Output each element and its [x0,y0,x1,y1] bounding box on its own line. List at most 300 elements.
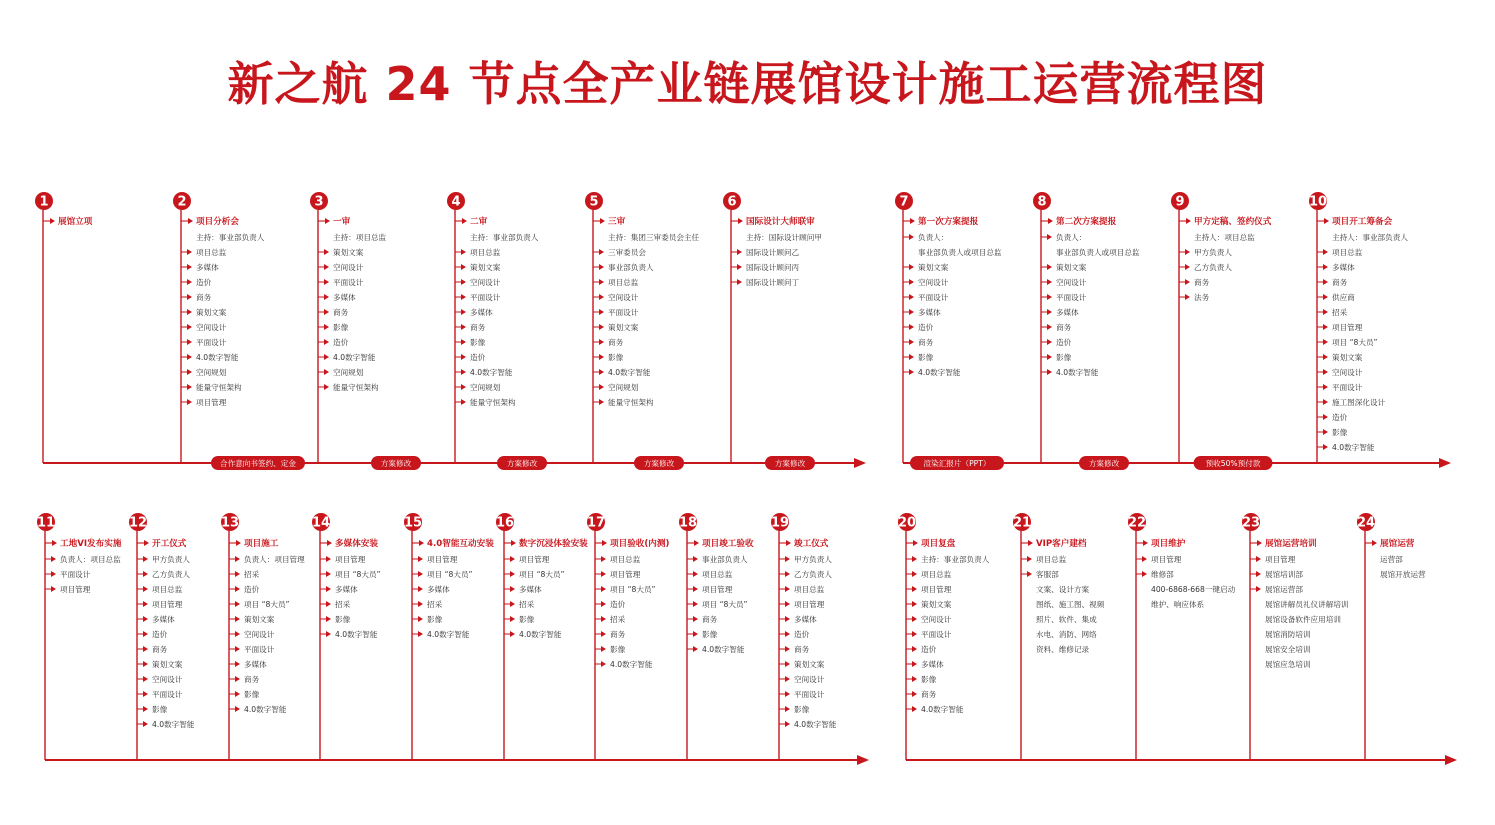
item-arrow-icon [909,279,914,285]
timeline-arrow-icon [857,755,869,765]
step-item: 展馆开放运营 [1380,570,1426,579]
item-arrow-icon [601,571,606,577]
step-6 [723,192,822,463]
step-14 [312,513,381,760]
item-arrow-icon [912,631,917,637]
item-arrow-icon [785,691,790,697]
step-item: 项目 “8大员” [1332,338,1378,347]
item-arrow-icon [1323,354,1328,360]
step-item: 项目管理 [921,585,952,594]
item-arrow-icon [235,556,240,562]
step-item: 空间规划 [196,368,227,377]
item-arrow-icon [324,384,329,390]
item-arrow-icon [599,339,604,345]
step-item: 多媒体 [470,308,493,317]
item-arrow-icon [1185,279,1190,285]
step-item: 展馆设备软件应用培训 [1265,615,1341,624]
title-arrow-icon [910,218,915,224]
step-title: 项目验收(内测) [610,539,670,549]
item-arrow-icon [1323,339,1328,345]
step-item: 空间设计 [918,278,949,287]
item-arrow-icon [143,586,148,592]
item-arrow-icon [1323,279,1328,285]
item-arrow-icon [1047,339,1052,345]
step-item: 4.0数字智能 [244,705,287,714]
item-arrow-icon [601,646,606,652]
step-item: 造价 [794,630,810,639]
step-item: 4.0数字智能 [152,720,195,729]
step-item: 能量守恒架构 [196,383,242,392]
step-item: 项目 “8大员” [702,600,748,609]
step-title: 项目施工 [244,539,279,549]
title-arrow-icon [1186,218,1191,224]
item-arrow-icon [909,309,914,315]
step-5 [585,192,700,463]
title-arrow-icon [50,218,55,224]
step-item: 影像 [335,615,351,624]
item-arrow-icon [418,556,423,562]
item-arrow-icon [143,616,148,622]
item-arrow-icon [785,646,790,652]
step-item: 项目管理 [794,600,825,609]
step-item: 主持：集团三审委员会主任 [608,233,700,242]
step-item: 影像 [610,645,626,654]
milestone-text: 方案修改 [774,459,806,468]
step-item: 4.0数字智能 [918,368,961,377]
step-item: 乙方负责人 [152,570,190,579]
item-arrow-icon [326,586,331,592]
step-item: 项目总监 [608,278,639,287]
step-number: 8 [1037,194,1047,210]
step-item: 空间设计 [608,293,639,302]
item-arrow-icon [461,309,466,315]
title-arrow-icon [327,540,332,546]
item-arrow-icon [324,369,329,375]
step-number: 21 [1012,515,1032,531]
step-item: 平面设计 [794,690,825,699]
step-item: 招采 [427,600,443,609]
item-arrow-icon [912,646,917,652]
step-item: 多媒体 [427,585,450,594]
step-item: 多媒体 [519,585,542,594]
item-arrow-icon [143,691,148,697]
step-item: 项目总监 [1332,248,1363,257]
step-title: 二审 [470,217,488,227]
step-item: 策划文案 [244,615,275,624]
item-arrow-icon [143,646,148,652]
item-arrow-icon [599,264,604,270]
item-arrow-icon [235,601,240,607]
item-arrow-icon [737,279,742,285]
item-arrow-icon [143,556,148,562]
step-item: 照片、软件、集成 [1036,615,1097,624]
item-arrow-icon [1047,369,1052,375]
item-arrow-icon [693,556,698,562]
item-arrow-icon [599,354,604,360]
step-title: 展馆运营 [1380,539,1415,549]
item-arrow-icon [51,556,56,562]
step-24 [1357,513,1426,760]
step-item: 商务 [610,630,626,639]
step-2 [173,192,265,463]
step-item: 主持人：事业部负责人 [1332,233,1408,242]
item-arrow-icon [235,616,240,622]
step-17 [587,513,670,760]
step-item: 维护、响应体系 [1151,600,1205,609]
step-item: 负责人：项目管理 [244,555,305,564]
step-number: 14 [311,515,331,531]
title-arrow-icon [786,540,791,546]
step-number: 16 [495,515,515,531]
step-item: 商务 [1056,323,1072,332]
step-item: 平面设计 [470,293,501,302]
step-item: 供应商 [1332,293,1355,302]
step-number: 4 [451,194,461,210]
step-item: 项目 “8大员” [519,570,565,579]
item-arrow-icon [601,661,606,667]
item-arrow-icon [187,324,192,330]
step-item: 负责人： [1056,233,1087,242]
step-item: 影像 [333,323,349,332]
title-arrow-icon [52,540,57,546]
step-1 [35,192,93,463]
item-arrow-icon [143,721,148,727]
step-item: 商务 [1194,278,1210,287]
item-arrow-icon [1047,264,1052,270]
item-arrow-icon [326,601,331,607]
step-item: 商务 [470,323,486,332]
item-arrow-icon [461,339,466,345]
item-arrow-icon [143,676,148,682]
item-arrow-icon [1047,279,1052,285]
step-item: 项目管理 [152,600,183,609]
step-item: 招采 [610,615,626,624]
step-title: 第二次方案提报 [1056,217,1117,227]
item-arrow-icon [1323,324,1328,330]
step-title: VIP客户建档 [1036,539,1087,549]
step-item: 国际设计顾问丁 [746,278,800,287]
title-arrow-icon [325,218,330,224]
step-number: 17 [586,515,606,531]
item-arrow-icon [143,706,148,712]
item-arrow-icon [51,586,56,592]
step-item: 造价 [470,353,486,362]
step-title: 项目复盘 [921,539,956,549]
step-item: 平面设计 [918,293,949,302]
milestone-label [371,456,421,470]
item-arrow-icon [187,294,192,300]
step-item: 甲方负责人 [794,555,832,564]
flow-row-2-segment-2 [898,513,1457,765]
item-arrow-icon [235,676,240,682]
step-number: 7 [899,194,909,210]
step-item: 空间设计 [333,263,364,272]
item-arrow-icon [418,571,423,577]
step-item: 乙方负责人 [1194,263,1232,272]
title-arrow-icon [188,218,193,224]
item-arrow-icon [785,631,790,637]
item-arrow-icon [418,616,423,622]
step-title: 三审 [608,217,626,227]
step-item: 影像 [608,353,624,362]
step-item: 商务 [244,675,260,684]
step-item: 影像 [794,705,810,714]
step-item: 造价 [152,630,168,639]
item-arrow-icon [599,369,604,375]
step-item: 造价 [1332,413,1348,422]
step-item: 平面设计 [1332,383,1363,392]
step-item: 策划文案 [921,600,952,609]
step-3 [310,192,387,463]
title-arrow-icon [144,540,149,546]
title-arrow-icon [602,540,607,546]
item-arrow-icon [510,616,515,622]
title-arrow-icon [419,540,424,546]
item-arrow-icon [599,249,604,255]
item-arrow-icon [601,556,606,562]
flow-row-1-segment-1 [35,192,866,470]
title-arrow-icon [1048,218,1053,224]
step-title: 开工仪式 [152,539,187,549]
step-title: 多媒体安装 [335,539,378,549]
step-title: 工地VI发布实施 [60,539,122,549]
item-arrow-icon [461,369,466,375]
step-item: 4.0数字智能 [610,660,653,669]
step-item: 影像 [918,353,934,362]
step-title: 项目维护 [1151,539,1186,549]
step-item: 商务 [1332,278,1348,287]
item-arrow-icon [235,706,240,712]
item-arrow-icon [1047,324,1052,330]
item-arrow-icon [235,646,240,652]
step-item: 国际设计顾问乙 [746,248,800,257]
step-item: 项目总监 [1036,555,1067,564]
step-item: 项目总监 [702,570,733,579]
step-item: 展馆消防培训 [1265,630,1311,639]
step-number: 3 [314,194,324,210]
step-item: 影像 [244,690,260,699]
item-arrow-icon [326,616,331,622]
step-item: 能量守恒架构 [333,383,379,392]
step-item: 项目管理 [427,555,458,564]
item-arrow-icon [1323,384,1328,390]
step-item: 商务 [921,690,937,699]
step-item: 维修部 [1151,570,1174,579]
step-item: 影像 [1332,428,1348,437]
step-item: 水电、消防、网络 [1036,630,1097,639]
item-arrow-icon [418,631,423,637]
flow-row-2-segment-1 [37,513,869,765]
step-item: 多媒体 [335,585,358,594]
step-item: 项目管理 [610,570,641,579]
step-item: 400-6868-668一键启动 [1151,585,1236,594]
item-arrow-icon [324,279,329,285]
milestone-text: 合作意向书签约、定金 [220,459,296,468]
step-8 [1033,192,1140,463]
step-item: 空间设计 [470,278,501,287]
item-arrow-icon [785,676,790,682]
item-arrow-icon [235,691,240,697]
step-number: 1 [39,194,49,210]
milestone-label [211,456,305,470]
step-item: 事业部负责人或项目总监 [1056,248,1140,257]
step-item: 项目管理 [1265,555,1296,564]
step-item: 项目总监 [610,555,641,564]
item-arrow-icon [1323,399,1328,405]
item-arrow-icon [1027,571,1032,577]
item-arrow-icon [693,646,698,652]
milestone-label [1194,456,1273,470]
step-item: 造价 [1056,338,1072,347]
step-item: 影像 [427,615,443,624]
step-number: 5 [589,194,599,210]
item-arrow-icon [324,249,329,255]
step-item: 影像 [921,675,937,684]
step-item: 4.0数字智能 [921,705,964,714]
milestone-label [1079,456,1129,470]
step-item: 事业部负责人 [702,555,748,564]
step-16 [496,513,588,760]
step-item: 空间设计 [921,615,952,624]
step-item: 策划文案 [794,660,825,669]
step-item: 造价 [918,323,934,332]
step-item: 商务 [196,293,212,302]
step-item: 商务 [702,615,718,624]
item-arrow-icon [1323,444,1328,450]
item-arrow-icon [912,691,917,697]
item-arrow-icon [909,324,914,330]
page-title: 新之航 24 节点全产业链展馆设计施工运营流程图 [227,57,1268,111]
step-item: 能量守恒架构 [470,398,516,407]
item-arrow-icon [235,631,240,637]
step-number: 20 [897,515,917,531]
step-item: 影像 [470,338,486,347]
item-arrow-icon [510,556,515,562]
step-item: 乙方负责人 [794,570,832,579]
milestone-label [634,456,684,470]
item-arrow-icon [418,586,423,592]
step-item: 多媒体 [333,293,356,302]
item-arrow-icon [601,601,606,607]
step-item: 文案、设计方案 [1036,585,1090,594]
step-number: 11 [36,515,56,531]
item-arrow-icon [510,586,515,592]
step-item: 空间设计 [244,630,275,639]
step-item: 空间规划 [333,368,364,377]
step-number: 15 [403,515,423,531]
step-item: 造价 [921,645,937,654]
step-item: 策划文案 [918,263,949,272]
step-item: 项目管理 [1151,555,1182,564]
step-20 [898,513,990,760]
step-item: 多媒体 [1056,308,1079,317]
item-arrow-icon [187,339,192,345]
step-item: 空间规划 [608,383,639,392]
step-item: 影像 [1056,353,1072,362]
item-arrow-icon [143,571,148,577]
step-item: 策划文案 [1332,353,1363,362]
item-arrow-icon [599,279,604,285]
step-number: 22 [1127,515,1147,531]
step-item: 4.0数字智能 [470,368,513,377]
step-item: 平面设计 [921,630,952,639]
step-title: 展馆运营培训 [1265,539,1317,549]
title-arrow-icon [738,218,743,224]
step-11 [37,513,122,760]
item-arrow-icon [187,354,192,360]
item-arrow-icon [1047,354,1052,360]
item-arrow-icon [785,556,790,562]
step-item: 平面设计 [244,645,275,654]
item-arrow-icon [187,279,192,285]
step-item: 法务 [1194,293,1210,302]
step-item: 施工图深化设计 [1332,398,1386,407]
step-item: 事业部负责人 [608,263,654,272]
item-arrow-icon [693,571,698,577]
step-item: 展馆培训部 [1265,570,1303,579]
step-number: 23 [1241,515,1261,531]
item-arrow-icon [187,369,192,375]
milestone-text: 预收50%预付款 [1205,459,1261,468]
step-item: 图纸、施工图、视频 [1036,600,1105,609]
item-arrow-icon [1047,234,1052,240]
item-arrow-icon [912,601,917,607]
item-arrow-icon [912,676,917,682]
step-13 [221,513,305,760]
item-arrow-icon [235,571,240,577]
item-arrow-icon [461,324,466,330]
item-arrow-icon [912,616,917,622]
step-15 [404,513,494,760]
step-title: 数字沉浸体验安装 [519,539,588,549]
title-arrow-icon [913,540,918,546]
milestone-text: 方案修改 [1088,459,1120,468]
step-item: 事业部负责人或项目总监 [918,248,1002,257]
item-arrow-icon [1185,294,1190,300]
step-item: 造价 [610,600,626,609]
step-item: 空间设计 [794,675,825,684]
item-arrow-icon [1323,429,1328,435]
step-title: 4.0智能互动安装 [427,539,494,549]
item-arrow-icon [187,399,192,405]
flow-row-1-segment-2 [895,192,1451,470]
step-title: 国际设计大师联审 [746,217,815,227]
step-number: 12 [128,515,148,531]
step-item: 4.0数字智能 [1332,443,1375,452]
step-23 [1242,513,1349,760]
step-number: 10 [1308,194,1328,210]
timeline-arrow-icon [1439,458,1451,468]
item-arrow-icon [461,249,466,255]
step-item: 商务 [608,338,624,347]
item-arrow-icon [143,631,148,637]
step-item: 4.0数字智能 [519,630,562,639]
item-arrow-icon [1027,556,1032,562]
item-arrow-icon [326,571,331,577]
step-item: 多媒体 [918,308,941,317]
item-arrow-icon [785,601,790,607]
step-item: 多媒体 [152,615,175,624]
step-18 [679,513,754,760]
step-item: 商务 [152,645,168,654]
item-arrow-icon [461,384,466,390]
item-arrow-icon [737,264,742,270]
milestone-label [765,456,815,470]
timeline-arrow-icon [854,458,866,468]
step-item: 国际设计顾问丙 [746,263,800,272]
item-arrow-icon [1323,369,1328,375]
step-item: 4.0数字智能 [702,645,745,654]
